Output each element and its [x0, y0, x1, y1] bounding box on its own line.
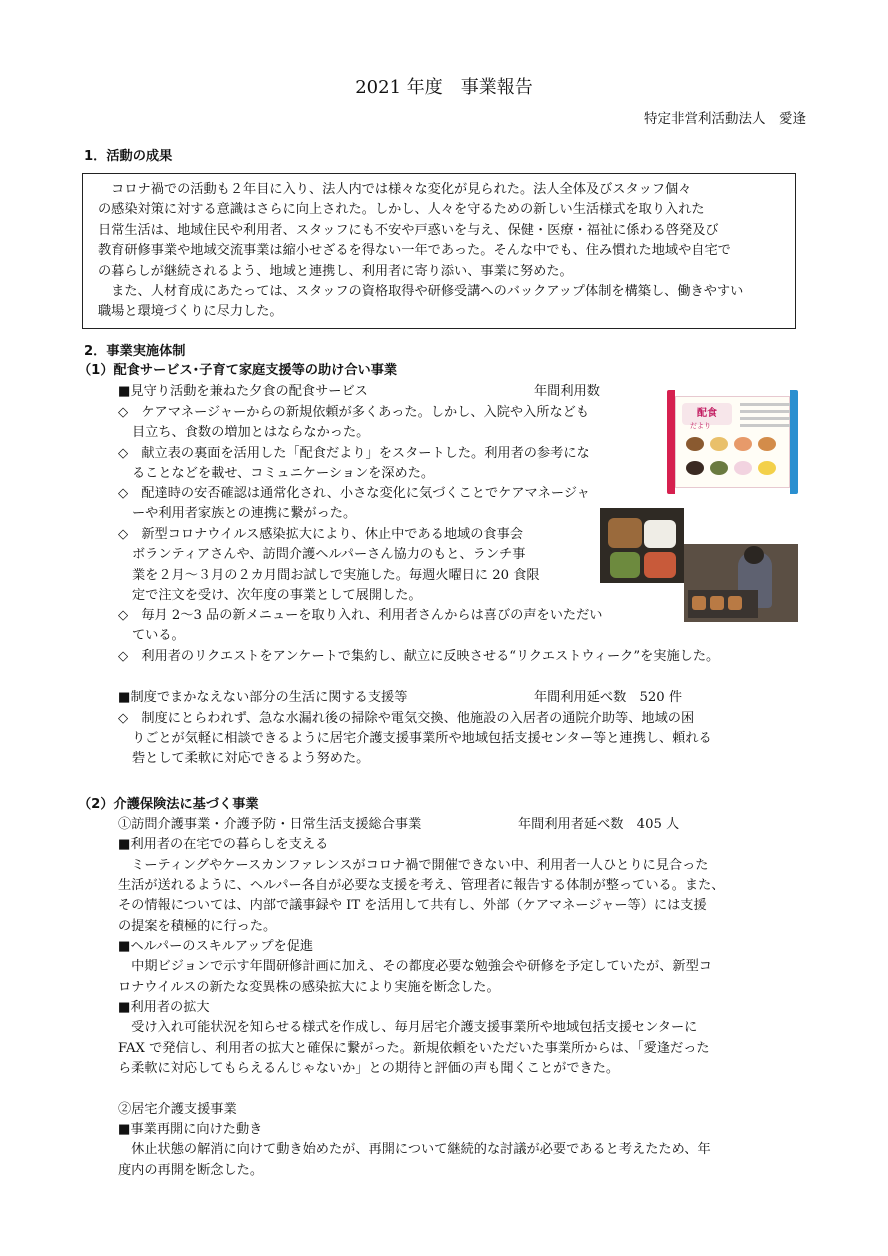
block4-line: 休止状態の解消に向けて動き始めたが、再開について継続的な討議が必要であると考えたため、年	[118, 1142, 711, 1157]
section2-heading: 2．事業実施体制	[84, 344, 186, 359]
service2-line: ◇ 制度にとらわれず、急な水漏れ後の掃除や電気交換、他施設の入居者の通院介助等、地域の困	[118, 711, 695, 726]
summary-line: コロナ禍での活動も２年目に入り、法人内では様々な変化が見られた。法人全体及びスタッフ個々	[98, 182, 692, 197]
block2-line: 中期ビジョンで示す年間研修計画に加え、その都度必要な勉強会や研修を予定していたが、新型コ	[118, 959, 712, 974]
summary-line: また、人材育成にあたっては、スタッフの資格取得や研修受講へのバックアップ体制を構築し、働きやすい	[98, 284, 744, 299]
block1-label: ■利用者の在宅での暮らしを支える	[118, 837, 329, 852]
block2-line: ロナウイルスの新たな変異株の感染拡大により実施を断念した。	[118, 980, 500, 995]
summary-line: の暮らしが継続されるよう、地域と連携し、利用者に寄り添い、事業に努めた。	[98, 264, 573, 279]
block1-line: その情報については、内部で議事録や IT を活用して共有し、外部（ケアマネージャー等）には支援	[118, 898, 707, 913]
block3-label: ■利用者の拡大	[118, 1000, 210, 1015]
service2-line: 砦として柔軟に対応できるよう努めた。	[132, 751, 370, 766]
bullet-line: ることなどを載せ、コミュニケーションを深めた。	[132, 466, 435, 481]
bullet-line: 目立ち、食数の増加とはならなかった。	[132, 425, 370, 440]
block3-line: 受け入れ可能状況を知らせる様式を作成し、毎月居宅介護支援事業所や地域包括支援センターに	[118, 1020, 698, 1035]
summary-line: の感染対策に対する意識はさらに向上された。しかし、人々を守るための新しい生活様式を取り入れた	[98, 202, 705, 217]
sub2-heading: （2）介護保険法に基づく事業	[78, 797, 259, 812]
item2-label: ②居宅介護支援事業	[118, 1102, 237, 1117]
block2-label: ■ヘルパーのスキルアップを促進	[118, 939, 314, 954]
organization-name: 特定非営利活動法人 愛逢	[644, 111, 806, 127]
bullet-line: ボランティアさんや、訪問介護ヘルパーさん協力のもと、ランチ事	[132, 547, 526, 562]
service2-stat: 年間利用延べ数 520 件	[534, 690, 683, 705]
document-title: 2021 年度 事業報告	[355, 77, 533, 98]
menu-card-subtitle: だより	[690, 422, 711, 430]
service1-stat: 年間利用数	[534, 384, 600, 399]
bullet-line: ◇ 献立表の裏面を活用した「配食だより」をスタートした。利用者の参考にな	[118, 446, 590, 461]
block4-label: ■事業再開に向けた動き	[118, 1122, 263, 1137]
block1-line: ミーティングやケースカンファレンスがコロナ禍で開催できない中、利用者一人ひとりに見合った	[118, 858, 709, 873]
menu-newsletter-image	[667, 390, 798, 494]
volunteers-photo	[684, 544, 798, 622]
service1-label: ■見守り活動を兼ねた夕食の配食サービス	[118, 384, 368, 399]
block4-line: 度内の再開を断念した。	[118, 1163, 264, 1178]
bullet-line: ◇ 配達時の安否確認は通常化され、小さな変化に気づくことでケアマネージャ	[118, 486, 590, 501]
menu-card-title: 配食	[682, 403, 732, 425]
block1-line: 生活が送れるように、ヘルパー各自が必要な支援を考え、管理者に報告する体制が整っている。また、	[118, 878, 725, 893]
bullet-line: ◇ ケアマネージャーからの新規依頼が多くあった。しかし、入院や入所なども	[118, 405, 590, 420]
sub1-heading: （1）配食サービス･子育て家庭支援等の助け合い事業	[78, 363, 398, 378]
bullet-line: ◇ 利用者のリクエストをアンケートで集約し、献立に反映させる“リクエストウィーク”を実施した。	[118, 649, 720, 664]
bullet-line: 業を２月～３月の２カ月間お試しで実施した。毎週火曜日に 20 食限	[132, 568, 540, 583]
summary-line: 教育研修事業や地域交流事業は縮小せざるを得ない一年であった。そんな中でも、住み慣れた地域や自宅で	[98, 243, 731, 258]
service2-label: ■制度でまかなえない部分の生活に関する支援等	[118, 690, 408, 705]
bullet-line: ◇ 新型コロナウイルス感染拡大により、休止中である地域の食事会	[118, 527, 523, 542]
lunch-box-photo	[600, 508, 684, 583]
menu-card-text-lines	[740, 403, 790, 431]
block3-line: ら柔軟に対応してもらえるんじゃないか」との期待と評価の声も聞くことができた。	[118, 1061, 620, 1076]
bullet-line: ◇ 毎月 2～3 品の新メニューを取り入れ、利用者さんからは喜びの声をいただい	[118, 608, 603, 623]
bullet-line: ーや利用者家族との連携に繋がった。	[132, 506, 357, 521]
bullet-line: ている。	[132, 628, 185, 643]
summary-line: 職場と環境づくりに尽力した。	[98, 304, 283, 319]
summary-line: 日常生活は、地域住民や利用者、スタッフにも不安や戸惑いを与え、保健・医療・福祉に係わる啓発及び	[98, 223, 719, 238]
bullet-line: 定で注文を受け、次年度の事業として展開した。	[132, 588, 422, 603]
item1-label: ①訪問介護事業・介護予防・日常生活支援総合事業	[118, 817, 422, 832]
block3-line: FAX で発信し、利用者の拡大と確保に繋がった。新規依頼をいただいた事業所からは、「愛逢だった	[118, 1041, 710, 1056]
section1-heading: 1．活動の成果	[84, 149, 173, 164]
block1-line: の提案を積極的に行った。	[118, 919, 277, 934]
item1-stat: 年間利用者延べ数 405 人	[518, 817, 680, 832]
service2-line: りごとが気軽に相談できるように居宅介護支援事業所や地域包括支援センター等と連携し、頼れる	[132, 731, 712, 746]
